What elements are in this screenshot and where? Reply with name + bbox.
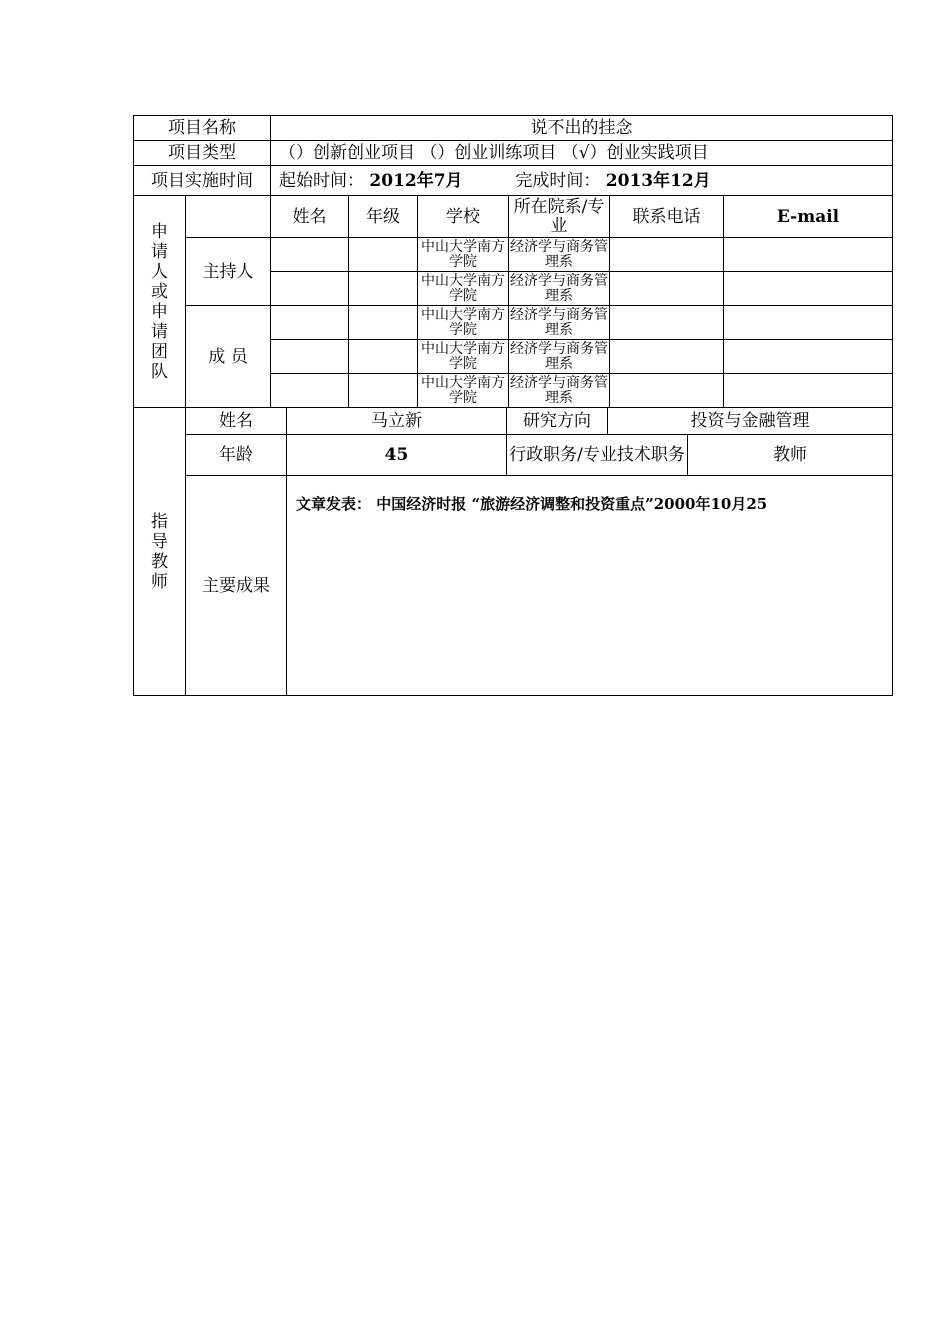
achievements-value: 文章发表： 中国经济时报 “旅游经济调整和投资重点”2000年10月25 <box>287 476 893 696</box>
project-dates <box>271 166 893 196</box>
row-school: 中山大学南方学院 <box>418 272 509 306</box>
row-school: 中山大学南方学院 <box>418 238 509 272</box>
project-name-value: 说不出的挂念 <box>271 116 893 141</box>
end-value: 2013年12月 <box>605 170 711 191</box>
row-email <box>724 272 893 306</box>
research-label: 研究方向 <box>507 408 608 435</box>
header-blank <box>186 196 271 238</box>
row-grade <box>349 340 418 374</box>
row-email <box>724 306 893 340</box>
row-name <box>271 272 349 306</box>
row-name <box>271 340 349 374</box>
advisor-table <box>133 407 893 696</box>
row-dept: 经济学与商务管理系 <box>510 306 608 338</box>
header-phone: 联系电话 <box>610 196 724 238</box>
row-dept: 经济学与商务管理系 <box>510 272 608 304</box>
project-name-label: 项目名称 <box>134 116 271 141</box>
row-dept: 经济学与商务管理系 <box>510 374 608 406</box>
row-dept: 经济学与商务管理系 <box>510 340 608 372</box>
project-type-value: （）创新创业项目 （）创业训练项目 （√）创业实践项目 <box>271 141 893 166</box>
row-school: 中山大学南方学院 <box>418 374 509 408</box>
header-name: 姓名 <box>271 196 349 238</box>
row-grade <box>349 374 418 408</box>
header-dept: 所在院系/专业 <box>509 196 610 238</box>
row-grade <box>349 272 418 306</box>
advisor-section-label: 指 导 教 师 <box>134 408 186 696</box>
position-value: 教师 <box>688 435 893 476</box>
application-form <box>133 115 893 696</box>
row-name <box>271 374 349 408</box>
row-phone <box>610 238 724 272</box>
row-phone <box>610 306 724 340</box>
host-label: 主持人 <box>186 238 271 306</box>
achievements-label: 主要成果 <box>186 476 287 696</box>
project-type-label: 项目类型 <box>134 141 271 166</box>
row-school: 中山大学南方学院 <box>418 306 509 340</box>
header-email: E-mail <box>724 196 893 238</box>
row-phone <box>610 340 724 374</box>
header-school: 学校 <box>418 196 509 238</box>
row-school: 中山大学南方学院 <box>418 340 509 374</box>
start-value: 2012年7月 <box>369 170 463 191</box>
project-time-label: 项目实施时间 <box>134 166 271 196</box>
row-email <box>724 340 893 374</box>
row-email <box>724 238 893 272</box>
age-value: 45 <box>287 435 507 476</box>
row-grade <box>349 306 418 340</box>
row-name <box>271 238 349 272</box>
member-label: 成 员 <box>186 306 271 408</box>
row-grade <box>349 238 418 272</box>
row-phone <box>610 374 724 408</box>
research-value: 投资与金融管理 <box>608 408 893 435</box>
row-email <box>724 374 893 408</box>
start-label: 起始时间： <box>279 170 364 191</box>
applicants-section-label: 申 请 人 或 申 请 团 队 <box>134 196 186 408</box>
applicants-table <box>133 195 893 408</box>
row-name <box>271 306 349 340</box>
age-label: 年龄 <box>186 435 287 476</box>
position-label: 行政职务/专业技术职务 <box>507 435 688 476</box>
advisor-name-value: 马立新 <box>287 408 507 435</box>
end-label: 完成时间： <box>515 170 601 191</box>
advisor-name-label: 姓名 <box>186 408 287 435</box>
row-phone <box>610 272 724 306</box>
project-info-table <box>133 115 893 196</box>
header-grade: 年级 <box>349 196 418 238</box>
row-dept: 经济学与商务管理系 <box>510 238 608 270</box>
